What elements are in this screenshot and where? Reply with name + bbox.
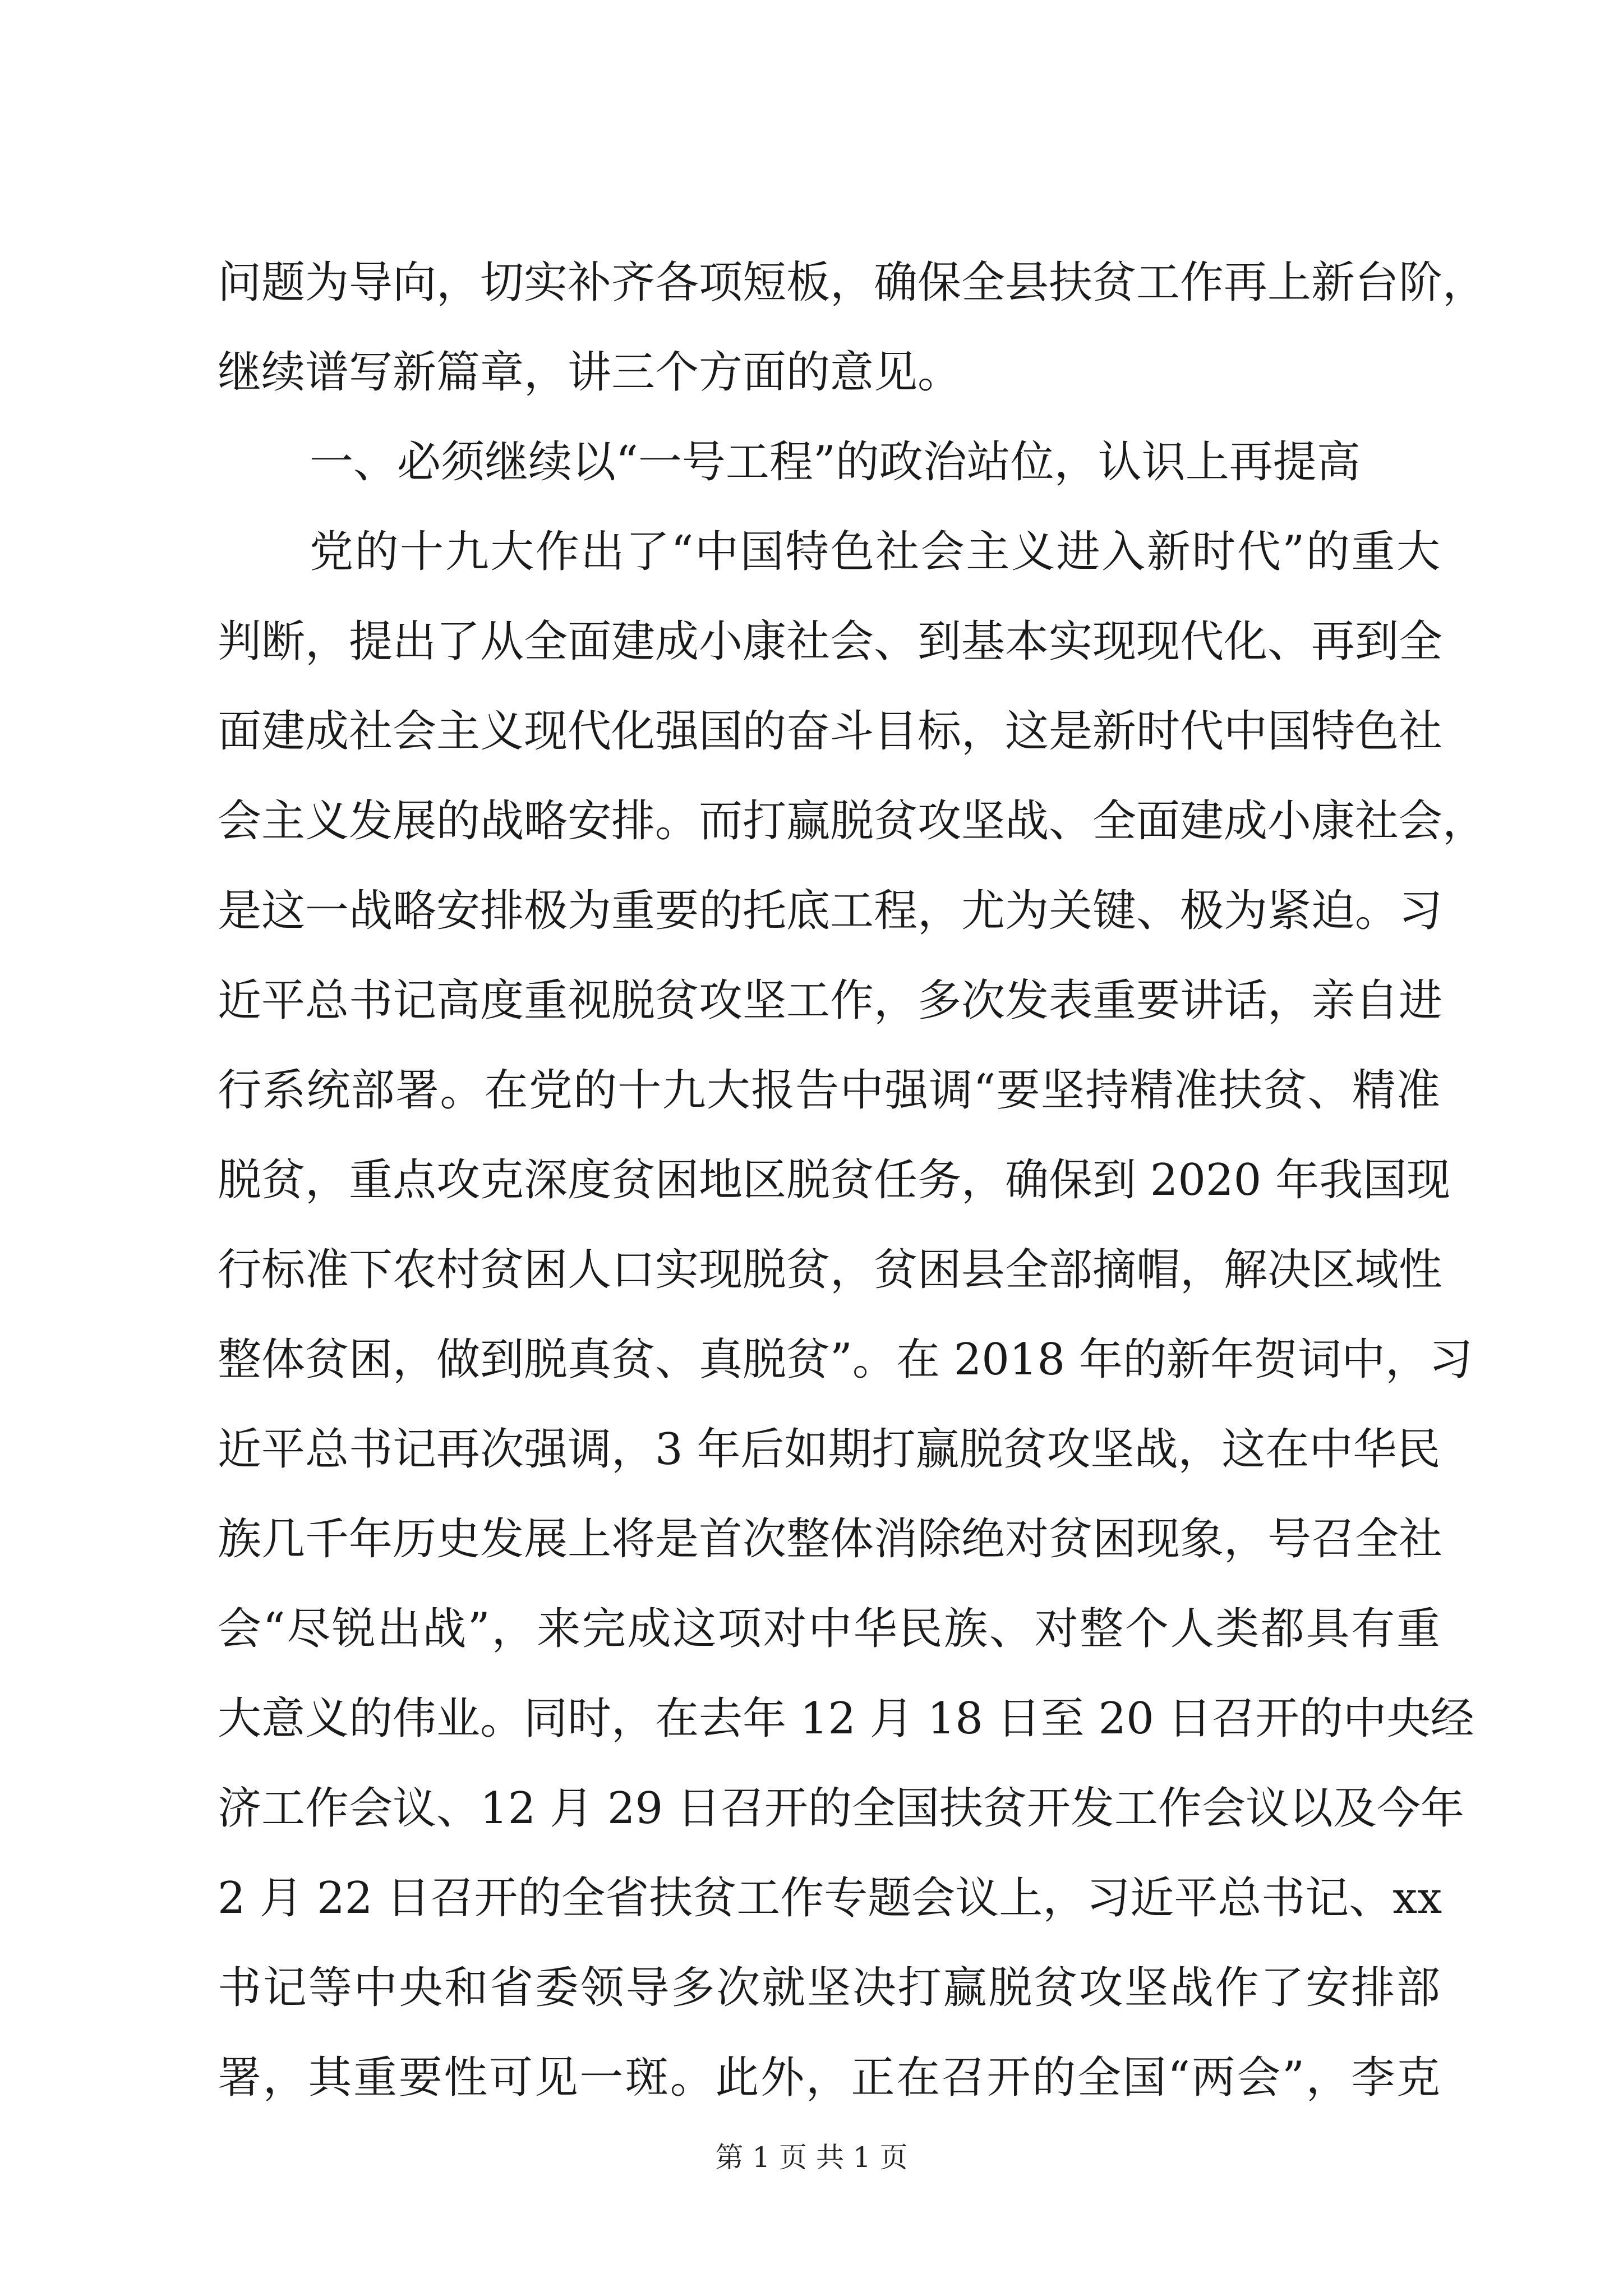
body-line: 署，其重要性可见一斑。此外，正在召开的全国“两会”，李克	[218, 2053, 1440, 2103]
body-line: 会“尽锐出战”，来完成这项对中华民族、对整个人类都具有重	[218, 1604, 1440, 1654]
body-line: 近平总书记高度重视脱贫攻坚工作，多次发表重要讲话，亲自进	[218, 976, 1443, 1026]
body-line: 问题为导向，切实补齐各项短板，确保全县扶贫工作再上新台阶，	[218, 257, 1487, 308]
body-line: 行系统部署。在党的十九大报告中强调“要坚持精准扶贫、精准	[218, 1065, 1440, 1116]
body-line: 是这一战略安排极为重要的托底工程，尤为关键、极为紧迫。习	[218, 886, 1443, 936]
paragraph-first-line: 党的十九大作出了“中国特色社会主义进入新时代”的重大	[310, 527, 1440, 577]
body-line: 判断，提出了从全面建成小康社会、到基本实现现代化、再到全	[218, 616, 1443, 667]
body-line: 会主义发展的战略安排。而打赢脱贫攻坚战、全面建成小康社会，	[218, 796, 1487, 846]
body-line: 继续谱写新篇章，讲三个方面的意见。	[218, 347, 962, 398]
body-line: 行标准下农村贫困人口实现脱贫，贫困县全部摘帽，解决区域性	[218, 1245, 1443, 1295]
body-line: 脱贫，重点攻克深度贫困地区脱贫任务，确保到 2020 年我国现	[218, 1155, 1451, 1205]
body-line: 书记等中央和省委领导多次就坚决打赢脱贫攻坚战作了安排部	[218, 1963, 1440, 2013]
body-line: 大意义的伟业。同时，在去年 12 月 18 日至 20 日召开的中央经	[218, 1694, 1474, 1744]
body-line: 济工作会议、12 月 29 日召开的全国扶贫开发工作会议以及今年	[218, 1783, 1464, 1834]
document-body	[218, 257, 1487, 2143]
page-number-footer: 第 1 页 共 1 页	[715, 2141, 908, 2174]
body-line: 近平总书记再次强调，3 年后如期打赢脱贫攻坚战，这在中华民	[218, 1424, 1441, 1475]
body-line: 族几千年历史发展上将是首次整体消除绝对贫困现象，号召全社	[218, 1514, 1443, 1565]
body-line: 面建成社会主义现代化强国的奋斗目标，这是新时代中国特色社	[218, 706, 1443, 757]
body-line: 整体贫困，做到脱真贫、真脱贫”。在 2018 年的新年贺词中，习	[218, 1335, 1473, 1385]
section-heading: 一、必须继续以“一号工程”的政治站位，认识上再提高	[310, 437, 1361, 487]
body-line: 2 月 22 日召开的全省扶贫工作专题会议上，习近平总书记、xx	[218, 1873, 1442, 1924]
